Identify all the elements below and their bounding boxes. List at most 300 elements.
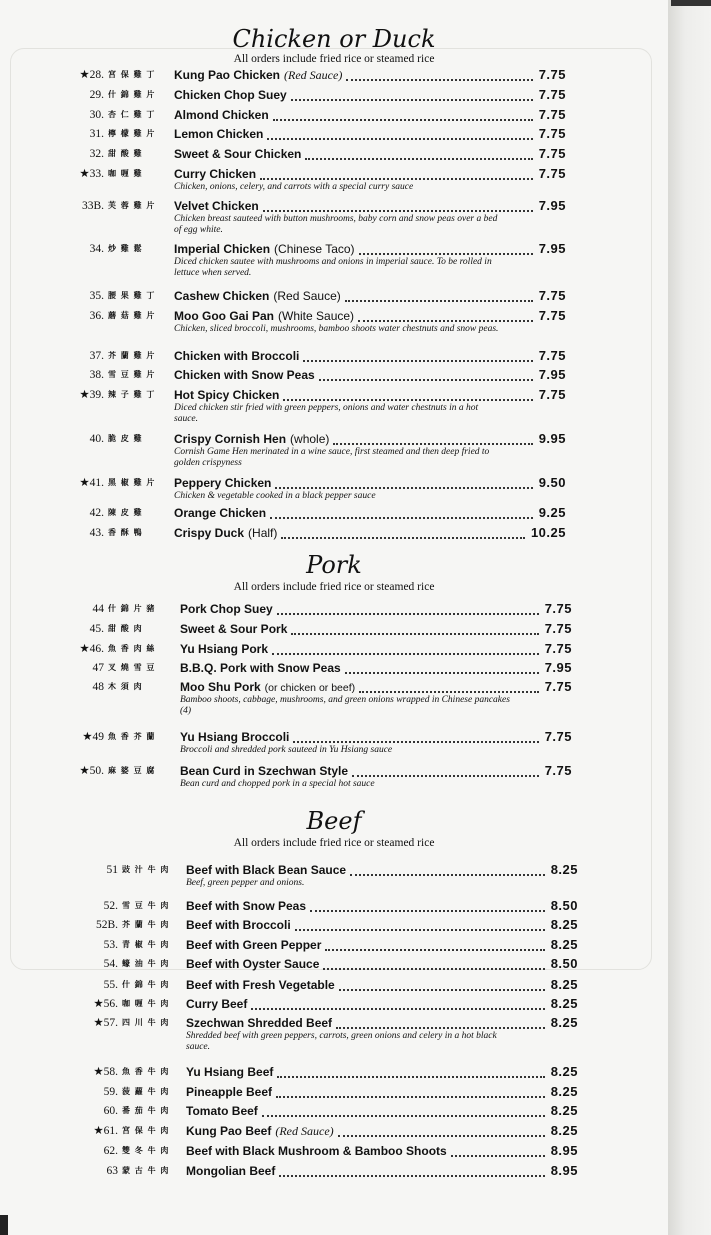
chinese-name: 木 須 肉 [108,682,143,691]
menu-item-price: 7.75 [544,621,572,636]
leader-dots [345,290,533,302]
menu-item-number: 37. [89,350,104,362]
menu-item-number: 42. [89,507,104,519]
menu-item-number: ★28. [79,69,104,81]
leader-dots [291,623,538,635]
menu-item-row [0,165,668,183]
menu-item-number: 52. [103,900,118,912]
menu-item-description: Broccoli and shredded pork sauteed in Yu Hsiang sauce [180,745,393,755]
leader-dots [339,979,545,991]
menu-item [0,861,668,888]
leader-dots [293,731,538,743]
menu-item-name [174,504,266,522]
menu-item [0,524,668,542]
menu-item [0,1162,668,1180]
menu-item-price: 8.25 [550,1084,578,1099]
dish-note: (White Sauce) [278,309,355,323]
menu-item [0,240,668,278]
menu-item-name [186,995,247,1013]
chinese-name: 魚 香 牛 肉 [122,1067,170,1076]
dish-name: Beef with Broccoli [186,918,291,932]
dish-note: (or chicken or beef) [264,682,356,694]
menu-item-name [186,1162,275,1180]
menu-item-description: Chicken & vegetable cooked in a black pepper sauce [174,491,376,501]
menu-item [0,916,668,934]
menu-item-name [186,936,321,954]
menu-item-row [0,524,668,542]
leader-dots [303,350,532,362]
menu-item-name [174,366,315,384]
dish-note: (Red Sauce) [273,289,341,303]
dish-name: Imperial Chicken [174,242,271,256]
menu-item-row [0,366,668,384]
chinese-name: 菠 蘿 牛 肉 [122,1087,170,1096]
menu-item [0,106,668,124]
menu-item-number: 47 [92,662,104,674]
chinese-name: 什 錦 片 豬 [108,604,156,613]
menu-item-row [0,386,668,404]
dish-name: Crispy Cornish Hen [174,432,287,446]
menu-item-row [0,1083,668,1101]
chinese-name: 甜 酸 雞 [108,149,143,158]
menu-item-price: 8.25 [550,977,578,992]
dish-name: Beef with Black Mushroom & Bamboo Shoots [186,1144,447,1158]
page-edge-shadow [668,0,711,1235]
menu-item [0,600,668,618]
section-title-pork: Pork [306,551,362,579]
leader-dots [295,919,545,931]
menu-item-price: 8.25 [550,1103,578,1118]
menu-item [0,678,668,716]
menu-item-name [186,1142,447,1160]
scan-corner-mark [0,1215,8,1235]
menu-item [0,86,668,104]
menu-item [0,165,668,192]
menu-item-row [0,955,668,973]
menu-item-price: 7.75 [544,763,572,778]
menu-item-price: 9.95 [538,431,566,446]
menu-item-price: 8.95 [550,1143,578,1158]
menu-item-number: ★50. [79,765,104,777]
menu-item-description: Chicken breast sauteed with button mushrooms, baby corn and snow peas over a bed of egg white. [174,214,498,235]
menu-item [0,1063,668,1081]
menu-item-price: 7.75 [538,288,566,303]
menu-item [0,197,668,235]
menu-item-price: 7.75 [544,679,572,694]
chinese-name: 麻 婆 豆 腐 [108,766,156,775]
dish-name: Tomato Beef [186,1104,258,1118]
chinese-name: 香 酥 鴨 [108,528,143,537]
menu-item-row [0,1142,668,1160]
menu-item [0,66,668,84]
menu-item [0,1122,668,1140]
menu-item-row [0,145,668,163]
dish-name: B.B.Q. Pork with Snow Peas [180,661,341,675]
menu-item-price: 7.75 [538,387,566,402]
menu-item-number: 40. [89,433,104,445]
menu-item [0,620,668,638]
menu-item-row [0,1014,668,1032]
chinese-name: 芥 蘭 牛 肉 [122,920,170,929]
menu-item-price: 7.75 [544,729,572,744]
leader-dots [451,1145,545,1157]
menu-item-description: Chicken, onions, celery, and carrots with a special curry sauce [174,182,414,192]
chinese-name: 叉 燒 雪 豆 [108,663,156,672]
leader-dots [277,1066,544,1078]
menu-item-name [174,240,355,258]
menu-item [0,430,668,468]
leader-dots [283,389,532,401]
menu-item-number: ★61. [93,1125,118,1137]
menu-item-row [0,197,668,215]
menu-item [0,287,668,305]
leader-dots [319,369,533,381]
section-title-chicken: Chicken or Duck [232,25,436,53]
chinese-name: 芥 蘭 雞 片 [108,351,156,360]
dish-note: (whole) [290,432,330,446]
menu-item-name [174,106,269,124]
menu-item-name [186,1083,272,1101]
chinese-name: 魚 香 肉 絲 [108,644,156,653]
menu-item-name [174,145,301,163]
menu-item-name [174,430,329,448]
menu-item-number: 51 [106,864,118,876]
menu-item-name [174,307,354,325]
menu-item-row [0,66,668,84]
dish-name: Moo Shu Pork [180,680,261,694]
chinese-name: 杏 仁 雞 丁 [108,110,156,119]
chinese-name: 蘑 菇 雞 片 [108,311,156,320]
menu-item-number: 48 [92,681,104,693]
menu-item-row [0,936,668,954]
menu-item-row [0,125,668,143]
menu-item-number: ★41. [79,477,104,489]
dish-name: Beef with Fresh Vegetable [186,978,335,992]
leader-dots [273,109,533,121]
menu-item-number: 38. [89,369,104,381]
menu-item-price: 9.50 [538,475,566,490]
menu-item-number: 52B. [95,919,118,931]
dish-name: Curry Beef [186,997,248,1011]
menu-item-description: Bamboo shoots, cabbage, mushrooms, and green onions wrapped in Chinese pancakes (4) [180,695,510,716]
chinese-name: 芙 蓉 雞 片 [108,201,156,210]
menu-item-number: 54. [103,958,118,970]
leader-dots [279,1165,544,1177]
dish-name: Chicken Chop Suey [174,88,287,102]
menu-item [0,1142,668,1160]
menu-item-row [0,897,668,915]
menu-item-name [186,1014,332,1032]
chinese-name: 宮 保 雞 丁 [108,70,156,79]
menu-item-row [0,995,668,1013]
menu-item-price: 8.25 [550,996,578,1011]
chinese-name: 番 茄 牛 肉 [122,1106,170,1115]
menu-item-price: 7.75 [538,87,566,102]
menu-item-number: 32. [89,148,104,160]
menu-item-row [0,762,668,780]
dish-name: Crispy Duck [174,526,245,540]
menu-item [0,366,668,384]
chinese-name: 雪 豆 雞 片 [108,370,156,379]
menu-item-name [174,197,259,215]
leader-dots [310,900,545,912]
menu-item-description: Beef, green pepper and onions. [186,878,305,888]
menu-item-number: 31. [89,128,104,140]
menu-item-number: 59. [103,1086,118,1098]
menu-item-price: 8.25 [550,937,578,952]
dish-name: Kung Pao Beef [186,1124,272,1138]
chinese-name: 脆 皮 雞 [108,434,143,443]
menu-item-name [180,620,287,638]
dish-name: Hot Spicy Chicken [174,388,280,402]
section-subtitle-chicken: All orders include fried rice or steamed rice [233,53,435,65]
menu-item-price: 7.75 [544,601,572,616]
dish-name: Yu Hsiang Beef [186,1065,274,1079]
dish-name: Moo Goo Gai Pan [174,309,275,323]
menu-item-name [186,955,319,973]
leader-dots [338,1125,545,1137]
menu-item [0,976,668,994]
menu-item-name [186,1122,334,1140]
menu-item-name [180,600,273,618]
menu-item-row [0,861,668,879]
dish-name: Beef with Black Bean Sauce [186,863,347,877]
menu-item-number: 45. [89,623,104,635]
menu-item-name [174,524,277,542]
menu-item-price: 7.75 [538,126,566,141]
menu-item-number: 55. [103,979,118,991]
menu-item-row [0,240,668,258]
chinese-name: 雪 豆 牛 肉 [122,901,170,910]
menu-item-number: 29. [89,89,104,101]
menu-item-price: 8.50 [550,898,578,913]
menu-item-name [180,640,268,658]
section-subtitle-pork: All orders include fried rice or steamed rice [233,581,435,593]
menu-item-price: 8.50 [550,956,578,971]
menu-item-description: Cornish Game Hen merinated in a wine sauce, first steamed and then deep fried to golden crispyness [174,447,490,468]
dish-name: Yu Hsiang Pork [180,642,269,656]
chinese-name: 黑 椒 雞 片 [108,478,156,487]
leader-dots [359,243,533,255]
menu-item-price: 10.25 [530,525,566,540]
menu-item-number: 33B. [81,200,104,212]
menu-item-name [186,1063,273,1081]
menu-item-description: Chicken, sliced broccoli, mushrooms, bamboo shoots water chestnuts and snow peas. [174,324,499,334]
menu-item-row [0,307,668,325]
menu-item-price: 7.95 [538,367,566,382]
menu-item-number: ★46. [79,643,104,655]
menu-item-price: 7.75 [538,348,566,363]
menu-item-price: 8.25 [550,1064,578,1079]
menu-item-row [0,916,668,934]
leader-dots [281,527,525,539]
dish-note: (Chinese Taco) [274,242,355,256]
dish-name: Mongolian Beef [186,1164,276,1178]
leader-dots [277,603,539,615]
menu-item-row [0,86,668,104]
menu-item [0,1102,668,1120]
chinese-name: 四 川 牛 肉 [122,1018,170,1027]
menu-item-price: 9.25 [538,505,566,520]
leader-dots [275,477,532,489]
chinese-name: 青 椒 牛 肉 [122,940,170,949]
menu-item-row [0,1102,668,1120]
leader-dots [291,89,533,101]
dish-name: Yu Hsiang Broccoli [180,730,290,744]
menu-item-row [0,976,668,994]
chinese-name: 蠔 油 牛 肉 [122,959,170,968]
leader-dots [359,681,539,693]
leader-dots [350,864,545,876]
menu-item-number: ★58. [93,1066,118,1078]
menu-item [0,125,668,143]
menu-item [0,728,668,755]
menu-item-row [0,106,668,124]
chinese-name: 檸 檬 雞 片 [108,129,156,138]
menu-item-row [0,620,668,638]
chinese-name: 炒 雞 鬆 [108,244,143,253]
leader-dots [270,507,533,519]
leader-dots [346,69,532,81]
menu-item-number: ★56. [93,998,118,1010]
menu-item-number: 43. [89,527,104,539]
dish-name: Pineapple Beef [186,1085,273,1099]
dish-name: Almond Chicken [174,108,269,122]
chinese-name: 咖 喱 牛 肉 [122,999,170,1008]
menu-item-number: ★39. [79,389,104,401]
menu-item-price: 7.75 [538,166,566,181]
dish-name: Lemon Chicken [174,127,264,141]
chinese-name: 什 錦 牛 肉 [122,980,170,989]
leader-dots [325,939,544,951]
menu-item-price: 7.95 [538,198,566,213]
menu-item-number: ★33. [79,168,104,180]
menu-item-row [0,678,668,696]
menu-item-price: 8.25 [550,862,578,877]
dish-name: Beef with Oyster Sauce [186,957,320,971]
menu-item-name [174,66,342,84]
menu-item-price: 8.25 [550,917,578,932]
menu-item-name [174,165,256,183]
menu-item-number: 62. [103,1145,118,1157]
menu-item-price: 7.95 [538,241,566,256]
menu-item-row [0,430,668,448]
menu-item-row [0,1063,668,1081]
menu-item-name [174,474,271,492]
menu-item-name [186,861,346,879]
menu-item-number: 34. [89,243,104,255]
menu-item-row [0,659,668,677]
scan-top-edge [671,0,711,6]
menu-item-row [0,347,668,365]
menu-item-row [0,728,668,746]
chinese-name: 宮 保 牛 肉 [122,1126,170,1135]
menu-item-number: ★57. [93,1017,118,1029]
chinese-name: 甜 酸 肉 [108,624,143,633]
menu-item [0,936,668,954]
leader-dots [336,1017,545,1029]
leader-dots [333,433,532,445]
menu-item-name [174,287,341,305]
menu-item-number: 30. [89,109,104,121]
chinese-name: 陳 皮 雞 [108,508,143,517]
menu-item-description: Diced chicken stir fried with green peppers, onions and water chestnuts in a hot sauce. [174,403,479,424]
menu-item [0,307,668,334]
leader-dots [276,1086,545,1098]
menu-item-description: Diced chicken sautee with mushrooms and onions in imperial sauce. To be rolled in lettuce when served. [174,257,492,278]
menu-item-price: 8.25 [550,1123,578,1138]
menu-item-row [0,1162,668,1180]
menu-item [0,897,668,915]
dish-name: Peppery Chicken [174,476,272,490]
menu-item-description: Shredded beef with green peppers, carrots, green onions and celery in a hot black sauce. [186,1031,497,1052]
menu-item-name [174,386,279,404]
menu-item-number: 63 [106,1165,118,1177]
dish-name: Cashew Chicken [174,289,270,303]
menu-item-row [0,474,668,492]
leader-dots [305,148,532,160]
dish-name: Pork Chop Suey [180,602,273,616]
menu-item-price: 7.75 [538,67,566,82]
chinese-name: 咖 喱 雞 [108,169,143,178]
menu-item-name [180,728,289,746]
menu-item-row [0,287,668,305]
menu-item-row [0,504,668,522]
menu-item [0,347,668,365]
menu-item [0,504,668,522]
dish-note: (Red Sauce) [284,68,343,82]
menu-item [0,762,668,789]
dish-name: Sweet & Sour Chicken [174,147,302,161]
menu-item [0,386,668,424]
menu-item-name [186,976,335,994]
chinese-name: 什 錦 雞 片 [108,90,156,99]
menu-item-price: 7.75 [544,641,572,656]
leader-dots [352,765,539,777]
menu-item-number: 36. [89,310,104,322]
leader-dots [267,128,532,140]
menu-item-name [174,125,263,143]
dish-name: Sweet & Sour Pork [180,622,288,636]
chinese-name: 腰 果 雞 丁 [108,291,156,300]
chinese-name: 魚 香 芥 蘭 [108,732,156,741]
menu-item [0,995,668,1013]
dish-name: Bean Curd in Szechwan Style [180,764,349,778]
section-subtitle-beef: All orders include fried rice or steamed rice [233,837,435,849]
menu-item-row [0,640,668,658]
menu-item-price: 7.95 [544,660,572,675]
leader-dots [272,643,539,655]
menu-item-number: 60. [103,1105,118,1117]
menu-item-description: Bean curd and chopped pork in a special hot sauce [180,779,375,789]
dish-note: (Half) [248,526,278,540]
dish-name: Beef with Green Pepper [186,938,322,952]
menu-item-name [174,86,287,104]
menu-item [0,640,668,658]
menu-item-number: 35. [89,290,104,302]
dish-name: Chicken with Snow Peas [174,368,315,382]
menu-item-number: ★49 [82,731,104,743]
menu-item-price: 7.75 [538,107,566,122]
menu-item-name [186,916,291,934]
menu-item-name [186,1102,258,1120]
dish-note: (Red Sauce) [275,1124,334,1138]
menu-item [0,474,668,501]
dish-name: Orange Chicken [174,506,267,520]
dish-name: Szechwan Shredded Beef [186,1016,333,1030]
menu-item-name [180,762,348,780]
menu-item-name [174,347,299,365]
